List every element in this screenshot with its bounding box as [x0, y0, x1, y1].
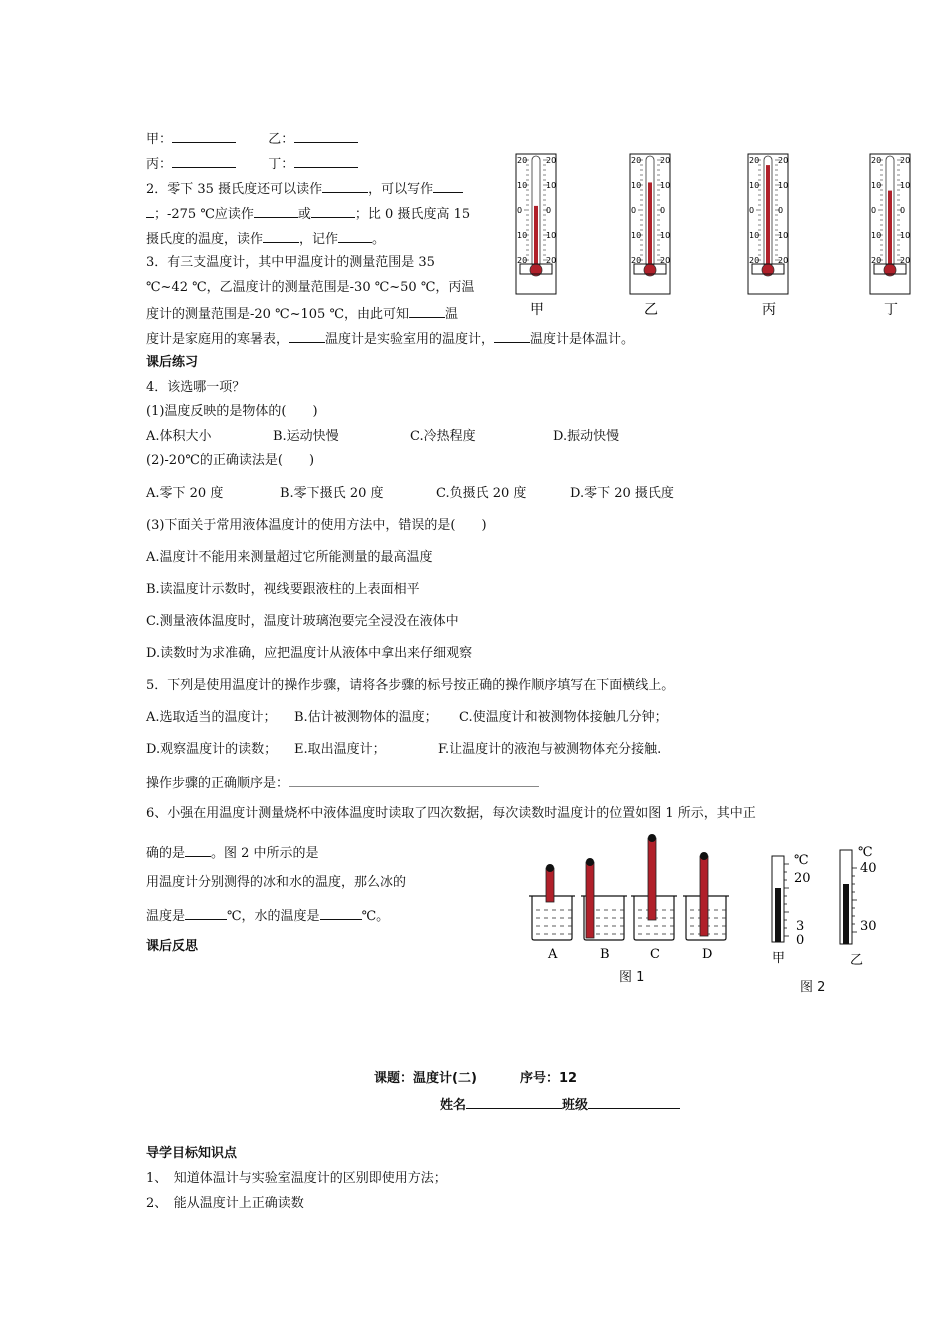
- goals-heading: 导学目标知识点: [146, 1146, 238, 1161]
- fill-bing: 丙： 丁：: [146, 154, 358, 174]
- beaker-label: A: [548, 947, 558, 962]
- q3-line3: 度计的测量范围是-20 ℃~105 ℃，由此可知 温: [146, 304, 458, 324]
- lesson-name-class: 姓名 班级: [440, 1095, 680, 1115]
- scale-label: 20: [871, 256, 882, 265]
- thermometer-jia: [772, 853, 811, 966]
- section-after-class: 课后练习: [146, 355, 199, 370]
- figure-2-caption: 图 2: [800, 980, 826, 995]
- q5-step-e: E.取出温度计；: [294, 742, 386, 757]
- goal-item: 1、 知道体温计与实验室温度计的区别即使用方法；: [146, 1171, 447, 1186]
- blank[interactable]: [294, 129, 358, 143]
- q3-line2: ℃~42 ℃，乙温度计的测量范围是-30 ℃~50 ℃，丙温: [146, 280, 475, 295]
- scale-label: 20: [900, 156, 911, 165]
- scale-label: 0: [749, 206, 755, 215]
- blank[interactable]: [294, 154, 358, 168]
- scale-label: 10: [660, 181, 671, 190]
- scale-label: 10: [631, 231, 642, 240]
- q4-s3-opt-d[interactable]: D.读数时为求准确，应把温度计从液体中拿出来仔细观察: [146, 646, 473, 661]
- top-thermometers-figure: [508, 150, 928, 320]
- q4-s2-opt-b[interactable]: B.零下摄氏 20 度: [280, 486, 384, 501]
- fill-jia: 甲： 乙：: [146, 129, 358, 149]
- fig2-jia-name: 甲: [772, 951, 786, 966]
- thermometer-3: [748, 154, 788, 318]
- beaker-A: [529, 864, 575, 962]
- fig2-yi-top: 40: [860, 861, 877, 876]
- scale-label: 20: [778, 156, 789, 165]
- q4-s3: (3)下面关于常用液体温度计的使用方法中，错误的是( ): [146, 518, 487, 533]
- thermometer-4: [870, 154, 910, 318]
- thermometer-label: 丁: [884, 302, 898, 318]
- fig2-yi-bottom: 30: [860, 919, 877, 934]
- scale-label: 20: [546, 256, 557, 265]
- q6-line2: 确的是 。图 2 中所示的是: [146, 843, 319, 863]
- thermometer-label: 丙: [762, 302, 776, 318]
- scale-label: 0: [871, 206, 877, 215]
- q4-s1-opt-b[interactable]: B.运动快慢: [273, 429, 339, 444]
- q5-step-b: B.估计被测物体的温度；: [294, 710, 438, 725]
- scale-label: 20: [546, 156, 557, 165]
- fig2-jia-top: 20: [794, 871, 811, 886]
- scale-label: 10: [900, 231, 911, 240]
- scale-label: 20: [660, 256, 671, 265]
- fig2-jia-unit: ℃: [794, 853, 809, 868]
- q5-step-c: C.使温度计和被测物体接触几分钟；: [459, 710, 668, 725]
- scale-label: 20: [778, 256, 789, 265]
- scale-label: 20: [631, 256, 642, 265]
- beaker-D: [683, 852, 729, 962]
- beaker-label: C: [650, 947, 660, 962]
- scale-label: 10: [871, 181, 882, 190]
- thermometer-label: 乙: [644, 302, 658, 318]
- q2-line1: 2．零下 35 摄氏度还可以读作 ，可以写作: [146, 179, 463, 199]
- scale-label: 20: [900, 256, 911, 265]
- q4-s2-opt-d[interactable]: D.零下 20 摄氏度: [570, 486, 674, 501]
- figure-1-beakers: [528, 832, 733, 962]
- thermometer-2: [630, 154, 670, 318]
- scale-label: 10: [778, 231, 789, 240]
- thermometer-1: [516, 154, 556, 318]
- q5-order: 操作步骤的正确顺序是：: [146, 773, 539, 793]
- q4-s3-opt-c[interactable]: C.测量液体温度时，温度计玻璃泡要完全浸没在液体中: [146, 614, 459, 629]
- scale-label: 0: [660, 206, 666, 215]
- q4-s1: (1)温度反映的是物体的( ): [146, 404, 318, 419]
- q4-s3-opt-a[interactable]: A.温度计不能用来测量超过它所能测量的最高温度: [146, 550, 433, 565]
- q2-line3: 摄氏度的温度，读作 ，记作 。: [146, 229, 385, 249]
- q4-s1-opt-d[interactable]: D.振动快慢: [553, 429, 620, 444]
- q4-s3-opt-b[interactable]: B.读温度计示数时，视线要跟液柱的上表面相平: [146, 582, 420, 597]
- scale-label: 10: [900, 181, 911, 190]
- fig2-jia-mid: 3: [796, 919, 805, 934]
- fig2-yi-unit: ℃: [858, 845, 873, 860]
- lesson-title: 课题：温度计(二): [374, 1071, 477, 1086]
- scale-label: 10: [749, 231, 760, 240]
- q6-line3: 用温度计分别测得的冰和水的温度，那么冰的: [146, 875, 407, 890]
- scale-label: 10: [778, 181, 789, 190]
- q6-line1: 6、小强在用温度计测量烧杯中液体温度时读取了四次数据，每次读数时温度计的位置如图 1 所示，其中正: [146, 806, 756, 821]
- scale-label: 10: [631, 181, 642, 190]
- fig2-jia-bottom: 0: [796, 933, 805, 948]
- scale-label: 20: [631, 156, 642, 165]
- thermometer-yi: [840, 845, 877, 968]
- q3-line1: 3．有三支温度计，其中甲温度计的测量范围是 35: [146, 255, 435, 270]
- beaker-label: B: [600, 947, 610, 962]
- q5-step-f: F.让温度计的液泡与被测物体充分接触.: [438, 742, 662, 757]
- section-reflection: 课后反思: [146, 939, 199, 954]
- thermometer-label: 甲: [530, 302, 544, 318]
- figure-1-caption: 图 1: [619, 970, 645, 985]
- class-blank[interactable]: [588, 1095, 680, 1109]
- lesson-serial: 序号：12: [520, 1071, 578, 1086]
- scale-label: 10: [871, 231, 882, 240]
- beaker-label: D: [702, 947, 713, 962]
- scale-label: 20: [749, 156, 760, 165]
- scale-label: 20: [660, 156, 671, 165]
- scale-label: 20: [517, 256, 528, 265]
- scale-label: 10: [546, 231, 557, 240]
- figure-2-thermometers: [760, 842, 890, 972]
- fig2-yi-name: 乙: [850, 953, 864, 968]
- scale-label: 0: [517, 206, 523, 215]
- blank[interactable]: [172, 154, 236, 168]
- scale-label: 10: [660, 231, 671, 240]
- beaker-B: [581, 858, 627, 962]
- scale-label: 0: [546, 206, 552, 215]
- q3-line4: 度计是家庭用的寒暑表， 温度计是实验室用的温度计， 温度计是体温计。: [146, 329, 634, 349]
- scale-label: 10: [517, 231, 528, 240]
- q5-title: 5．下列是使用温度计的操作步骤，请将各步骤的标号按正确的操作顺序填写在下面横线上。: [146, 678, 675, 693]
- scale-label: 20: [871, 156, 882, 165]
- scale-label: 0: [778, 206, 784, 215]
- beaker-C: [631, 834, 677, 962]
- scale-label: 10: [749, 181, 760, 190]
- order-blank[interactable]: [289, 773, 539, 787]
- q4-title: 4．该选哪一项？: [146, 380, 246, 395]
- q2-line2: ；-275 ℃应读作 或 ；比 0 摄氏度高 15: [146, 204, 470, 224]
- scale-label: 0: [900, 206, 906, 215]
- q4-s1-opt-c[interactable]: C.冷热程度: [410, 429, 476, 444]
- scale-label: 10: [517, 181, 528, 190]
- name-blank[interactable]: [466, 1095, 562, 1109]
- q4-s2-opt-a[interactable]: A.零下 20 度: [146, 486, 224, 501]
- q5-step-a: A.选取适当的温度计；: [146, 710, 277, 725]
- q5-step-d: D.观察温度计的读数；: [146, 742, 278, 757]
- scale-label: 10: [546, 181, 557, 190]
- q4-s2: (2)-20℃的正确读法是( ): [146, 453, 315, 468]
- q6-line4: 温度是 ℃，水的温度是 ℃。: [146, 906, 389, 926]
- goal-item: 2、 能从温度计上正确读数: [146, 1196, 304, 1211]
- scale-label: 0: [631, 206, 637, 215]
- blank[interactable]: [172, 129, 236, 143]
- q4-s1-opt-a[interactable]: A.体积大小: [146, 429, 212, 444]
- scale-label: 20: [749, 256, 760, 265]
- q4-s2-opt-c[interactable]: C.负摄氏 20 度: [436, 486, 527, 501]
- scale-label: 20: [517, 156, 528, 165]
